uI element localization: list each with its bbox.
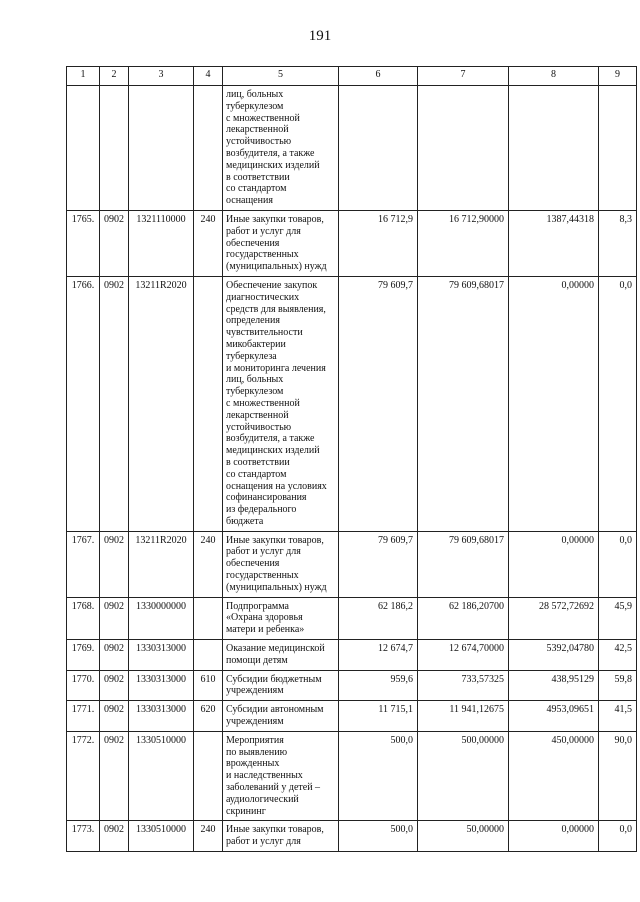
approved-amount: 12 674,7 [339, 640, 418, 671]
section-code: 0902 [100, 276, 129, 531]
expense-type-code [194, 731, 223, 821]
executed-amount [509, 86, 599, 211]
table-row [67, 701, 637, 732]
refined-amount [418, 86, 509, 211]
expense-type-code: 240 [194, 821, 223, 852]
item-name: Подпрограмма «Охрана здоровья матери и ребенка» [223, 597, 339, 639]
execution-percent: 90,0 [599, 731, 637, 821]
target-article-code: 1330313000 [129, 701, 194, 732]
execution-percent: 41,5 [599, 701, 637, 732]
column-header-7: 7 [418, 67, 509, 86]
item-name: Обеспечение закупок диагностических средств для выявления, определения чувствительности микобактерии туберкулеза и мониторинга лечения лиц, больных туберкулезом с множественной лекарственной устойчивостью возбудителя, а также медицинских изделий в соответствии со стандартом оснащения на условиях софинансирования из федерального бюджета [223, 276, 339, 531]
refined-amount: 79 609,68017 [418, 531, 509, 597]
target-article-code: 1330510000 [129, 821, 194, 852]
expense-type-code: 620 [194, 701, 223, 732]
item-name: лиц, больных туберкулезом с множественной лекарственной устойчивостью возбудителя, а также медицинских изделий в соответствии со стандартом оснащения [223, 86, 339, 211]
section-code: 0902 [100, 670, 129, 701]
column-header-5: 5 [223, 67, 339, 86]
item-name: Оказание медицинской помощи детям [223, 640, 339, 671]
section-code: 0902 [100, 597, 129, 639]
table-row [67, 531, 637, 597]
row-number: 1770. [67, 670, 100, 701]
section-code: 0902 [100, 640, 129, 671]
column-header-8: 8 [509, 67, 599, 86]
approved-amount: 79 609,7 [339, 276, 418, 531]
execution-percent: 45,9 [599, 597, 637, 639]
executed-amount: 438,95129 [509, 670, 599, 701]
column-header-1: 1 [67, 67, 100, 86]
approved-amount: 79 609,7 [339, 531, 418, 597]
executed-amount: 1387,44318 [509, 210, 599, 276]
approved-amount: 11 715,1 [339, 701, 418, 732]
item-name: Субсидии бюджетным учреждениям [223, 670, 339, 701]
table-row [67, 640, 637, 671]
table-row [67, 210, 637, 276]
item-name: Иные закупки товаров, работ и услуг для [223, 821, 339, 852]
refined-amount: 12 674,70000 [418, 640, 509, 671]
section-code [100, 86, 129, 211]
executed-amount: 450,00000 [509, 731, 599, 821]
table-row [67, 276, 637, 531]
target-article-code [129, 86, 194, 211]
execution-percent: 59,8 [599, 670, 637, 701]
row-number: 1773. [67, 821, 100, 852]
row-number: 1765. [67, 210, 100, 276]
target-article-code: 1330313000 [129, 670, 194, 701]
target-article-code: 1330510000 [129, 731, 194, 821]
budget-table [66, 66, 637, 852]
approved-amount: 62 186,2 [339, 597, 418, 639]
expense-type-code [194, 276, 223, 531]
executed-amount: 0,00000 [509, 276, 599, 531]
approved-amount: 959,6 [339, 670, 418, 701]
expense-type-code: 610 [194, 670, 223, 701]
item-name: Мероприятия по выявлению врожденных и наследственных заболеваний у детей – аудиологический скрининг [223, 731, 339, 821]
target-article-code: 1321110000 [129, 210, 194, 276]
approved-amount: 500,0 [339, 731, 418, 821]
item-name: Субсидии автономным учреждениям [223, 701, 339, 732]
approved-amount: 16 712,9 [339, 210, 418, 276]
execution-percent [599, 86, 637, 211]
section-code: 0902 [100, 701, 129, 732]
executed-amount: 0,00000 [509, 821, 599, 852]
executed-amount: 28 572,72692 [509, 597, 599, 639]
table-row [67, 597, 637, 639]
item-name: Иные закупки товаров, работ и услуг для обеспечения государственных (муниципальных) нужд [223, 531, 339, 597]
refined-amount: 79 609,68017 [418, 276, 509, 531]
refined-amount: 733,57325 [418, 670, 509, 701]
expense-type-code [194, 597, 223, 639]
executed-amount: 0,00000 [509, 531, 599, 597]
target-article-code: 1330313000 [129, 640, 194, 671]
expense-type-code: 240 [194, 531, 223, 597]
refined-amount: 50,00000 [418, 821, 509, 852]
row-number: 1772. [67, 731, 100, 821]
section-code: 0902 [100, 821, 129, 852]
column-header-4: 4 [194, 67, 223, 86]
target-article-code: 1330000000 [129, 597, 194, 639]
section-code: 0902 [100, 731, 129, 821]
column-header-2: 2 [100, 67, 129, 86]
approved-amount [339, 86, 418, 211]
execution-percent: 8,3 [599, 210, 637, 276]
section-code: 0902 [100, 531, 129, 597]
row-number [67, 86, 100, 211]
executed-amount: 5392,04780 [509, 640, 599, 671]
column-header-3: 3 [129, 67, 194, 86]
column-header-9: 9 [599, 67, 637, 86]
target-article-code: 13211R2020 [129, 531, 194, 597]
column-header-6: 6 [339, 67, 418, 86]
row-number: 1767. [67, 531, 100, 597]
row-number: 1768. [67, 597, 100, 639]
refined-amount: 62 186,20700 [418, 597, 509, 639]
execution-percent: 0,0 [599, 276, 637, 531]
expense-type-code [194, 86, 223, 211]
executed-amount: 4953,09651 [509, 701, 599, 732]
expense-type-code [194, 640, 223, 671]
table-row [67, 670, 637, 701]
table-header-row [67, 67, 637, 86]
expense-type-code: 240 [194, 210, 223, 276]
item-name: Иные закупки товаров, работ и услуг для обеспечения государственных (муниципальных) нужд [223, 210, 339, 276]
row-number: 1771. [67, 701, 100, 732]
section-code: 0902 [100, 210, 129, 276]
approved-amount: 500,0 [339, 821, 418, 852]
table-body [67, 86, 637, 852]
table-row [67, 821, 637, 852]
refined-amount: 500,00000 [418, 731, 509, 821]
refined-amount: 16 712,90000 [418, 210, 509, 276]
row-number: 1769. [67, 640, 100, 671]
execution-percent: 0,0 [599, 531, 637, 597]
row-number: 1766. [67, 276, 100, 531]
execution-percent: 0,0 [599, 821, 637, 852]
page-number: 191 [308, 28, 332, 44]
table-row [67, 86, 637, 211]
refined-amount: 11 941,12675 [418, 701, 509, 732]
table-row [67, 731, 637, 821]
execution-percent: 42,5 [599, 640, 637, 671]
target-article-code: 13211R2020 [129, 276, 194, 531]
